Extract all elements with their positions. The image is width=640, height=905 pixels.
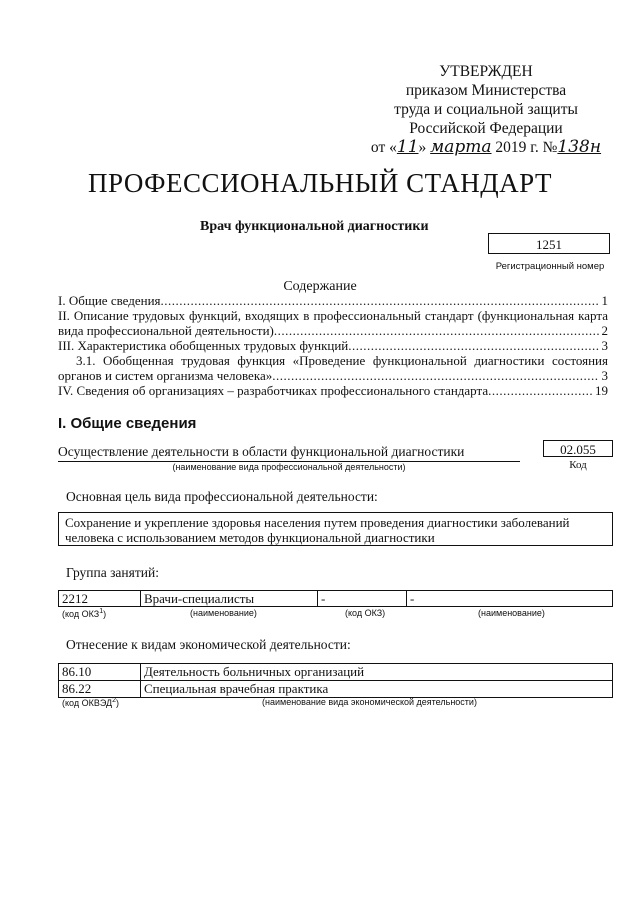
- approval-number: 138н: [557, 137, 602, 157]
- code-label: Код: [569, 459, 587, 471]
- standard-name: Врач функциональной диагностики: [200, 219, 429, 234]
- toc-item[interactable]: органов и систем организма человека» ..... 3: [58, 368, 608, 383]
- goal-label: Основная цель вида профессиональной деятельности:: [66, 489, 378, 504]
- occupation-group-label: Группа занятий:: [66, 565, 159, 580]
- approval-stamp: [356, 62, 616, 157]
- registration-number-box: 1251: [488, 233, 610, 254]
- activity-code-box: 02.055: [543, 440, 613, 457]
- okved-name-cell: Специальная врачебная практика: [141, 681, 613, 698]
- okved-code-cell: 86.22: [59, 681, 141, 698]
- toc-item-text[interactable]: II. Описание трудовых функций, входящих в профессиональный стандарт (функциональная карта: [58, 308, 608, 323]
- toc-item[interactable]: IV. Сведения об организациях – разработчиках профессионального стандарта ..... 19: [58, 383, 608, 398]
- toc-item-text[interactable]: 3.1. Обобщенная трудовая функция «Проведение функциональной диагностики состояния: [76, 353, 608, 368]
- activity-name: Осуществление деятельности в области функциональной диагностики: [58, 444, 520, 462]
- goal-box: [58, 512, 613, 546]
- registration-label: Регистрационный номер: [495, 261, 605, 272]
- approval-month: марта: [430, 137, 492, 157]
- okved-name-cell: Деятельность больничных организаций: [141, 664, 613, 681]
- approval-line: приказом Министерства: [405, 82, 567, 99]
- economic-activity-table: [58, 663, 613, 698]
- okz-name-cell: -: [407, 591, 613, 607]
- occupation-group-table: [58, 590, 613, 607]
- table-row: [59, 591, 613, 607]
- economic-activity-label: Отнесение к видам экономической деятельности:: [66, 637, 351, 652]
- goal-text: человека с использованием методов функциональной диагностики: [65, 530, 435, 545]
- page-title: ПРОФЕССИОНАЛЬНЫЙ СТАНДАРТ: [87, 168, 553, 198]
- activity-caption: (наименование вида профессиональной деятельности): [172, 462, 406, 472]
- table-row: [59, 664, 613, 681]
- toc-item[interactable]: I. Общие сведения ..... 1: [58, 293, 608, 308]
- toc-item[interactable]: вида профессиональной деятельности) ..... 2: [58, 323, 608, 338]
- okz-code-cell: 2212: [59, 591, 141, 607]
- okz-name-caption: (наименование): [478, 608, 545, 618]
- okz-name-caption: (наименование): [190, 608, 257, 618]
- okz-name-cell: Врачи-специалисты: [141, 591, 318, 607]
- okz-code-cell: -: [318, 591, 407, 607]
- table-of-contents: [58, 293, 608, 398]
- okz-code-caption: (код ОКЗ): [345, 608, 386, 618]
- okved-code-caption: (код ОКВЭД$^2$): [62, 697, 120, 708]
- toc-heading: Содержание: [283, 279, 357, 294]
- approval-title: УТВЕРЖДЕН: [439, 63, 533, 80]
- goal-text: Сохранение и укрепление здоровья населения путем проведения диагностики заболеваний: [65, 515, 570, 530]
- approval-day: 11: [396, 137, 419, 157]
- approval-line: Российской Федерации: [409, 120, 563, 137]
- section-heading: I. Общие сведения: [58, 415, 197, 432]
- toc-item[interactable]: III. Характеристика обобщенных трудовых функций ..... 3: [58, 338, 608, 353]
- okved-code-cell: 86.10: [59, 664, 141, 681]
- approval-line: труда и социальной защиты: [394, 101, 578, 118]
- table-row: [59, 681, 613, 698]
- okz-code-caption: (код ОКЗ$^1$): [62, 608, 107, 619]
- approval-date: от «11» марта 2019 г. №138н: [370, 137, 602, 157]
- okved-name-caption: (наименование вида экономической деятельности): [262, 697, 477, 707]
